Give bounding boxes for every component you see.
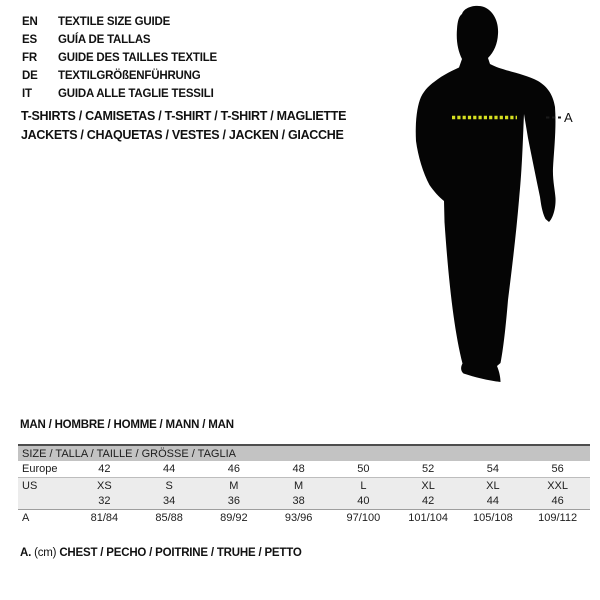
language-row-de: [22, 67, 217, 85]
table-cell: M: [294, 479, 304, 492]
table-cell: 36: [227, 495, 240, 507]
table-cell: L: [360, 479, 367, 492]
table-cell: 52: [422, 463, 435, 475]
table-cell: 42: [422, 495, 435, 507]
table-cell: 46: [227, 463, 240, 475]
table-cell: 38: [292, 495, 305, 507]
language-code: FR: [22, 52, 37, 64]
table-cell: 109/112: [538, 512, 578, 524]
table-cell: S: [165, 479, 173, 492]
row-label: US: [22, 479, 38, 492]
table-row-chest-a: [18, 509, 590, 526]
table-cell: 46: [551, 495, 564, 507]
language-label: GUIDE DES TAILLES TEXTILE: [58, 52, 217, 64]
table-cell: 50: [357, 463, 370, 475]
size-table-header: [18, 444, 590, 461]
footnote-unit: (cm): [34, 547, 57, 559]
size-table: [18, 444, 590, 526]
language-code: ES: [22, 34, 37, 46]
row-label: Europe: [22, 463, 58, 475]
table-cell: 105/108: [472, 512, 513, 524]
language-code: IT: [22, 88, 32, 100]
category-line-jackets: JACKETS / CHAQUETAS / VESTES / JACKEN / GIACCHE: [21, 128, 344, 142]
table-cell: XL: [421, 479, 435, 492]
table-cell: 97/100: [346, 512, 381, 524]
language-label: GUIDA ALLE TAGLIE TESSILI: [58, 88, 214, 100]
language-label: TEXTILGRÖßENFÜHRUNG: [58, 70, 201, 82]
table-row-us: [18, 477, 590, 493]
section-title-man: MAN / HOMBRE / HOMME / MANN / MAN: [20, 419, 234, 431]
table-cell: 42: [98, 463, 111, 475]
language-row-fr: [22, 49, 217, 67]
size-table-header-label: SIZE / TALLA / TAILLE / GRÖSSE / TAGLIA: [22, 447, 236, 460]
table-cell: 44: [163, 463, 176, 475]
table-cell: 101/104: [408, 512, 448, 524]
table-cell: 32: [98, 495, 111, 507]
language-legend: [22, 13, 217, 103]
table-cell: M: [229, 479, 239, 492]
table-cell: 89/92: [220, 512, 248, 524]
language-label: TEXTILE SIZE GUIDE: [58, 16, 171, 28]
table-cell: 40: [357, 495, 370, 507]
table-cell: 44: [486, 495, 499, 507]
language-row-es: [22, 31, 217, 49]
man-silhouette-figure: [400, 0, 590, 400]
man-silhouette: [416, 6, 556, 382]
category-titles: [21, 107, 346, 145]
footnote-prefix: A.: [20, 547, 32, 559]
table-cell: 81/84: [90, 512, 119, 524]
table-row-europe: [18, 461, 590, 477]
language-code: DE: [22, 70, 38, 82]
language-row-it: [22, 85, 217, 103]
table-cell: XS: [97, 479, 112, 492]
table-row-us-numeric: [18, 493, 590, 509]
measure-label-a: A: [564, 110, 573, 125]
table-cell: 48: [292, 463, 305, 475]
table-cell: 93/96: [284, 512, 313, 524]
language-row-en: [22, 13, 217, 31]
language-code: EN: [22, 16, 38, 28]
table-cell: 85/88: [155, 512, 183, 524]
measurement-footnote: [20, 547, 302, 559]
language-label: GUÍA DE TALLAS: [58, 34, 151, 46]
table-cell: XXL: [547, 479, 569, 492]
table-cell: XL: [486, 479, 500, 492]
category-line-tshirts: T-SHIRTS / CAMISETAS / T-SHIRT / T-SHIRT / MAGLIETTE: [21, 109, 347, 123]
table-cell: 56: [551, 463, 564, 475]
row-label: A: [22, 512, 30, 524]
footnote-text: CHEST / PECHO / POITRINE / TRUHE / PETTO: [59, 547, 302, 559]
table-cell: 54: [486, 463, 499, 475]
table-cell: 34: [163, 495, 176, 507]
